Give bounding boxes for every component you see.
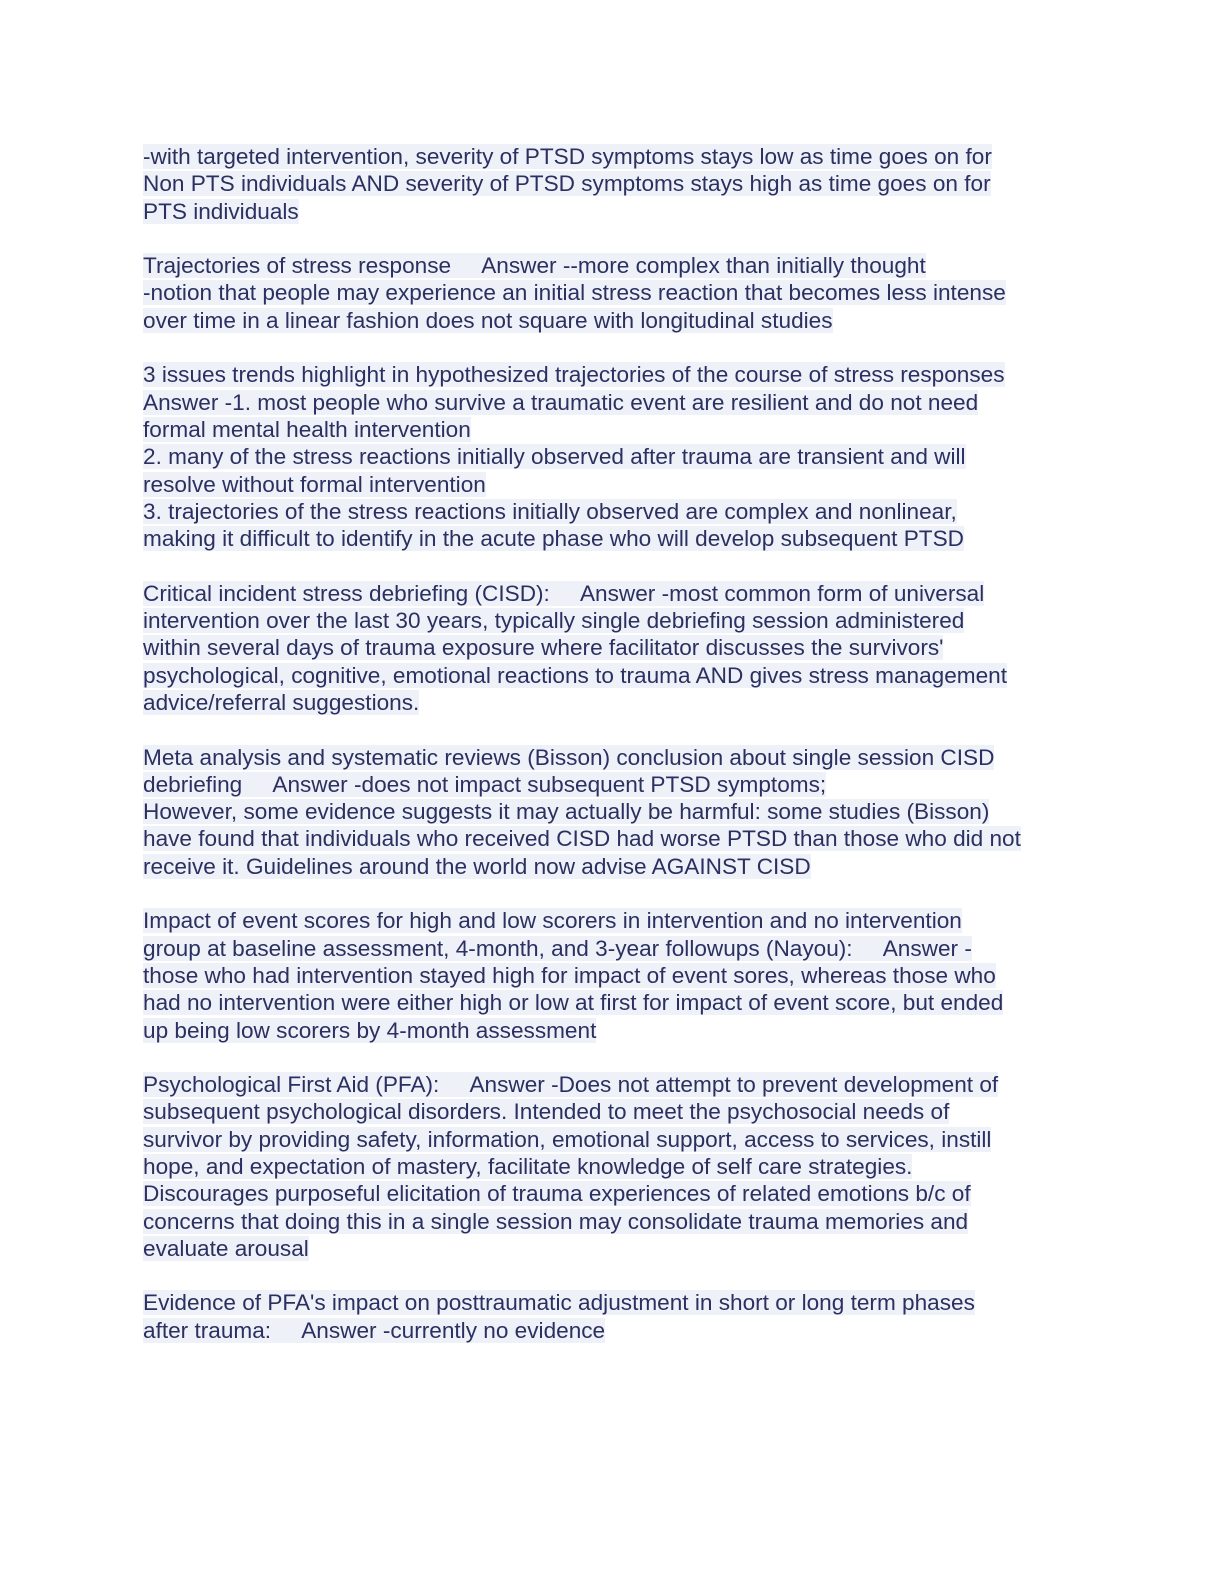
text-line: psychological, cognitive, emotional reactions to trauma AND gives stress management — [143, 662, 1008, 688]
text-line: have found that individuals who received CISD had worse PTSD than those who did not — [143, 826, 1021, 852]
paragraph-three-issues — [143, 361, 1083, 552]
text-line: 3 issues trends highlight in hypothesized trajectories of the course of stress responses — [143, 362, 1005, 388]
text-line: -with targeted intervention, severity of PTSD symptoms stays low as time goes on for — [143, 144, 992, 169]
text-line: Evidence of PFA's impact on posttraumatic adjustment in short or long term phases — [143, 1290, 975, 1316]
paragraph-ptsd-intervention — [143, 143, 1083, 225]
text-line: after trauma: Answer -currently no evidence — [143, 1317, 606, 1343]
text-line: survivor by providing safety, information, emotional support, access to services, instill — [143, 1126, 992, 1152]
text-line: hope, and expectation of mastery, facilitate knowledge of self care strategies. — [143, 1153, 913, 1179]
paragraph-impact-of-event — [143, 907, 1083, 1043]
text-line: resolve without formal intervention — [143, 471, 486, 497]
text-line: subsequent psychological disorders. Intended to meet the psychosocial needs of — [143, 1099, 950, 1125]
text-line: 3. trajectories of the stress reactions initially observed are complex and nonlinear, — [143, 498, 957, 524]
text-line: advice/referral suggestions. — [143, 689, 420, 715]
paragraph-trajectories — [143, 252, 1083, 334]
text-line: group at baseline assessment, 4-month, and 3-year followups (Nayou): Answer - — [143, 935, 972, 961]
text-line: up being low scorers by 4-month assessment — [143, 1017, 597, 1043]
text-line: within several days of trauma exposure where facilitator discusses the survivors' — [143, 635, 944, 661]
text-line: PTS individuals — [143, 198, 299, 224]
document-body — [143, 143, 1083, 1371]
paragraph-pfa — [143, 1071, 1083, 1262]
text-line: However, some evidence suggests it may actually be harmful: some studies (Bisson) — [143, 799, 990, 825]
text-line: Critical incident stress debriefing (CISD): Answer -most common form of universal — [143, 580, 985, 606]
text-line: making it difficult to identify in the acute phase who will develop subsequent PTSD — [143, 526, 964, 552]
text-line: -notion that people may experience an initial stress reaction that becomes less intense — [143, 280, 1006, 306]
text-line: 2. many of the stress reactions initially observed after trauma are transient and will — [143, 444, 966, 470]
text-line: formal mental health intervention — [143, 416, 471, 442]
text-line: intervention over the last 30 years, typically single debriefing session administered — [143, 608, 965, 634]
text-line: Trajectories of stress response Answer --more complex than initially thought — [143, 253, 926, 279]
text-line: Psychological First Aid (PFA): Answer -Does not attempt to prevent development of — [143, 1072, 999, 1098]
text-line: evaluate arousal — [143, 1235, 309, 1261]
text-line: those who had intervention stayed high for impact of event sores, whereas those who — [143, 962, 996, 988]
text-line: concerns that doing this in a single session may consolidate trauma memories and — [143, 1208, 969, 1234]
text-line: over time in a linear fashion does not square with longitudinal studies — [143, 307, 833, 333]
text-line: receive it. Guidelines around the world now advise AGAINST CISD — [143, 853, 811, 879]
text-line: debriefing Answer -does not impact subsequent PTSD symptoms; — [143, 771, 827, 797]
text-line: had no intervention were either high or low at first for impact of event score, but ended — [143, 990, 1004, 1016]
text-line: Discourages purposeful elicitation of trauma experiences of related emotions b/c of — [143, 1181, 971, 1207]
text-line: Impact of event scores for high and low scorers in intervention and no intervention — [143, 908, 962, 934]
paragraph-meta-analysis — [143, 744, 1083, 880]
paragraph-pfa-evidence — [143, 1289, 1083, 1344]
text-line: Non PTS individuals AND severity of PTSD symptoms stays high as time goes on for — [143, 171, 991, 197]
text-line: Meta analysis and systematic reviews (Bisson) conclusion about single session CISD — [143, 744, 995, 770]
paragraph-cisd — [143, 580, 1083, 716]
text-line: Answer -1. most people who survive a traumatic event are resilient and do not need — [143, 389, 979, 415]
